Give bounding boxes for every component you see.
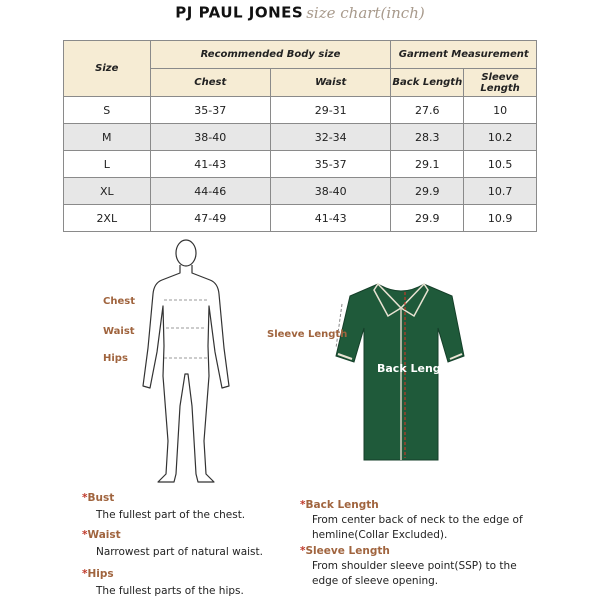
cell: M — [64, 124, 151, 151]
shirt-label-sleeve: Sleeve Length — [267, 329, 348, 340]
cell: 47-49 — [150, 205, 270, 232]
note-bust-title: *Bust — [82, 492, 115, 504]
table-header-row — [64, 41, 537, 69]
cell: 2XL — [64, 205, 151, 232]
cell: 29.9 — [391, 205, 464, 232]
note-back-desc: From center back of neck to the edge of hemline(Collar Excluded). — [312, 514, 523, 541]
size-header: Size — [64, 41, 151, 97]
table-row — [64, 178, 537, 205]
table-row — [64, 97, 537, 124]
cell: 10.7 — [464, 178, 537, 205]
page-title — [0, 2, 600, 28]
col-sleeve-length: Sleeve Length — [464, 69, 537, 97]
note-sleeve-desc: From shoulder sleeve point(SSP) to the edge of sleeve opening. — [312, 560, 517, 587]
body-label-chest: Chest — [103, 296, 135, 307]
cell: 29.1 — [391, 151, 464, 178]
cell: 27.6 — [391, 97, 464, 124]
cell: 28.3 — [391, 124, 464, 151]
cell: 38-40 — [270, 178, 390, 205]
cell: 10.9 — [464, 205, 537, 232]
table-row — [64, 151, 537, 178]
cell: 35-37 — [150, 97, 270, 124]
note-waist-title: *Waist — [82, 529, 121, 541]
cell: 10.5 — [464, 151, 537, 178]
body-label-waist: Waist — [103, 326, 135, 337]
shirt-label-back: Back Length — [377, 362, 454, 375]
col-chest: Chest — [150, 69, 270, 97]
note-back-title: *Back Length — [300, 499, 379, 511]
cell: 32-34 — [270, 124, 390, 151]
note-bust-desc: The fullest part of the chest. — [96, 509, 246, 521]
body-label-hips: Hips — [103, 353, 128, 364]
note-waist-desc: Narrowest part of natural waist. — [96, 546, 263, 558]
cell: 44-46 — [150, 178, 270, 205]
col-back-length: Back Length — [391, 69, 464, 97]
cell: XL — [64, 178, 151, 205]
note-hips-title: *Hips — [82, 568, 114, 580]
cell: 38-40 — [150, 124, 270, 151]
note-hips-desc: The fullest parts of the hips. — [96, 585, 244, 597]
size-table — [63, 40, 537, 232]
cell: 41-43 — [270, 205, 390, 232]
cell: 10.2 — [464, 124, 537, 151]
cell: 41-43 — [150, 151, 270, 178]
cell: 10 — [464, 97, 537, 124]
garment-header: Garment Measurement — [391, 41, 537, 69]
cell: S — [64, 97, 151, 124]
col-waist: Waist — [270, 69, 390, 97]
table-row — [64, 124, 537, 151]
cell: 29-31 — [270, 97, 390, 124]
body-size-header: Recommended Body size — [150, 41, 391, 69]
cell: 35-37 — [270, 151, 390, 178]
body-figure-icon — [130, 236, 250, 488]
cell: 29.9 — [391, 178, 464, 205]
table-row — [64, 205, 537, 232]
note-sleeve-title: *Sleeve Length — [300, 545, 390, 557]
chart-subtitle: size chart(inch) — [306, 3, 425, 22]
brand-name: PJ PAUL JONES — [175, 3, 304, 22]
cell: L — [64, 151, 151, 178]
